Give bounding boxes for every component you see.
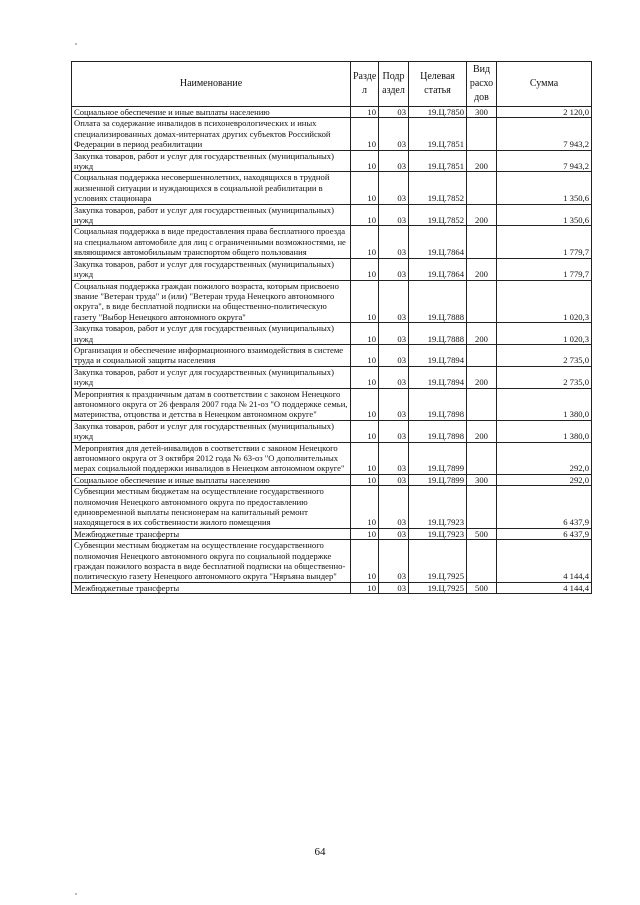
row-target: 19.Ц.7852 bbox=[409, 204, 467, 226]
table-row bbox=[72, 323, 592, 345]
row-sum: 1 779,7 bbox=[497, 226, 592, 258]
table-row bbox=[72, 388, 592, 420]
row-type: 200 bbox=[467, 323, 497, 345]
header-sum: Сумма bbox=[497, 62, 592, 107]
table-row bbox=[72, 420, 592, 442]
row-target: 19.Ц.7864 bbox=[409, 226, 467, 258]
row-target: 19.Ц.7923 bbox=[409, 486, 467, 529]
row-section: 10 bbox=[351, 528, 379, 539]
row-subsection: 03 bbox=[379, 388, 409, 420]
row-sum: 2 735,0 bbox=[497, 344, 592, 366]
row-name: Закупка товаров, работ и услуг для государственных (муниципальных) нужд bbox=[72, 204, 351, 226]
row-name: Межбюджетные трансферты bbox=[72, 582, 351, 593]
row-target: 19.Ц.7925 bbox=[409, 582, 467, 593]
table-row bbox=[72, 442, 592, 474]
row-sum: 7 943,2 bbox=[497, 150, 592, 172]
row-section: 10 bbox=[351, 420, 379, 442]
row-sum: 1 380,0 bbox=[497, 420, 592, 442]
header-target: Целевая статья bbox=[409, 62, 467, 107]
row-type: 200 bbox=[467, 366, 497, 388]
row-sum: 2 120,0 bbox=[497, 107, 592, 118]
row-section: 10 bbox=[351, 226, 379, 258]
table-row bbox=[72, 474, 592, 485]
row-subsection: 03 bbox=[379, 540, 409, 583]
row-section: 10 bbox=[351, 258, 379, 280]
row-name: Субвенции местным бюджетам на осуществление государственного полномочия Ненецкого автономного округа по социальной поддержке граждан пожилого возраста в виде бесплатной подписки на общественно-политическую газету Ненецкого автономного округа "Няръяна вындер" bbox=[72, 540, 351, 583]
row-name: Закупка товаров, работ и услуг для государственных (муниципальных) нужд bbox=[72, 366, 351, 388]
row-sum: 4 144,4 bbox=[497, 582, 592, 593]
row-sum: 1 350,6 bbox=[497, 204, 592, 226]
table-row bbox=[72, 258, 592, 280]
row-subsection: 03 bbox=[379, 204, 409, 226]
row-type bbox=[467, 344, 497, 366]
table-header bbox=[72, 62, 592, 107]
row-subsection: 03 bbox=[379, 474, 409, 485]
margin-mark bbox=[75, 893, 77, 895]
header-subsection: Подр аздел bbox=[379, 62, 409, 107]
row-sum: 292,0 bbox=[497, 442, 592, 474]
row-sum: 2 735,0 bbox=[497, 366, 592, 388]
page-number: 64 bbox=[314, 846, 326, 858]
row-section: 10 bbox=[351, 388, 379, 420]
row-section: 10 bbox=[351, 366, 379, 388]
row-type: 200 bbox=[467, 420, 497, 442]
row-type bbox=[467, 118, 497, 150]
row-section: 10 bbox=[351, 323, 379, 345]
row-name: Закупка товаров, работ и услуг для государственных (муниципальных) нужд bbox=[72, 150, 351, 172]
table-row bbox=[72, 540, 592, 583]
row-sum: 6 437,9 bbox=[497, 528, 592, 539]
row-name: Межбюджетные трансферты bbox=[72, 528, 351, 539]
header-type: Вид расхо дов bbox=[467, 62, 497, 107]
row-type: 300 bbox=[467, 474, 497, 485]
row-sum: 1 350,6 bbox=[497, 172, 592, 204]
header-section: Разде л bbox=[351, 62, 379, 107]
row-target: 19.Ц.7899 bbox=[409, 442, 467, 474]
row-subsection: 03 bbox=[379, 486, 409, 529]
row-target: 19.Ц.7899 bbox=[409, 474, 467, 485]
row-type bbox=[467, 388, 497, 420]
row-type: 500 bbox=[467, 528, 497, 539]
row-subsection: 03 bbox=[379, 528, 409, 539]
row-subsection: 03 bbox=[379, 323, 409, 345]
row-target: 19.Ц.7850 bbox=[409, 107, 467, 118]
row-name: Мероприятия для детей-инвалидов в соответствии с законом Ненецкого автономного округа от 3 октября 2012 года № 63-оз "О дополнительных мерах социальной поддержки инвалидов в Ненецком автономном округе" bbox=[72, 442, 351, 474]
row-type bbox=[467, 486, 497, 529]
table-row bbox=[72, 366, 592, 388]
table-row bbox=[72, 486, 592, 529]
row-target: 19.Ц.7898 bbox=[409, 388, 467, 420]
row-section: 10 bbox=[351, 118, 379, 150]
row-name: Мероприятия к праздничным датам в соответствии с законом Ненецкого автономного округа от 26 февраля 2007 года № 21-оз "О поддержке семьи, материнства, отцовства и детства в Ненецком автономном округе" bbox=[72, 388, 351, 420]
table-row bbox=[72, 582, 592, 593]
row-name: Социальная поддержка несовершеннолетних, находящихся в трудной жизненной ситуации и нуждающихся в социальной реабилитации в условиях стационара bbox=[72, 172, 351, 204]
row-sum: 1 779,7 bbox=[497, 258, 592, 280]
budget-table bbox=[71, 61, 592, 594]
row-sum: 292,0 bbox=[497, 474, 592, 485]
row-section: 10 bbox=[351, 582, 379, 593]
row-subsection: 03 bbox=[379, 150, 409, 172]
row-subsection: 03 bbox=[379, 226, 409, 258]
row-type bbox=[467, 280, 497, 323]
row-section: 10 bbox=[351, 280, 379, 323]
row-name: Закупка товаров, работ и услуг для государственных (муниципальных) нужд bbox=[72, 258, 351, 280]
row-sum: 1 020,3 bbox=[497, 323, 592, 345]
row-name: Социальная поддержка в виде предоставления права бесплатного проезда на специальном автомобиле для лиц с ограниченными возможностями, не являющимся автомобильным транспортом общего пользования bbox=[72, 226, 351, 258]
row-target: 19.Ц.7864 bbox=[409, 258, 467, 280]
row-section: 10 bbox=[351, 107, 379, 118]
row-section: 10 bbox=[351, 540, 379, 583]
row-sum: 7 943,2 bbox=[497, 118, 592, 150]
row-type: 200 bbox=[467, 204, 497, 226]
margin-mark bbox=[75, 43, 77, 45]
table-row bbox=[72, 107, 592, 118]
row-subsection: 03 bbox=[379, 420, 409, 442]
row-subsection: 03 bbox=[379, 366, 409, 388]
table-row bbox=[72, 280, 592, 323]
row-target: 19.Ц.7888 bbox=[409, 280, 467, 323]
row-target: 19.Ц.7852 bbox=[409, 172, 467, 204]
row-type: 200 bbox=[467, 150, 497, 172]
row-subsection: 03 bbox=[379, 258, 409, 280]
header-name: Наименование bbox=[72, 62, 351, 107]
row-subsection: 03 bbox=[379, 280, 409, 323]
row-name: Закупка товаров, работ и услуг для государственных (муниципальных) нужд bbox=[72, 420, 351, 442]
row-type: 200 bbox=[467, 258, 497, 280]
row-sum: 1 020,3 bbox=[497, 280, 592, 323]
table-row bbox=[72, 118, 592, 150]
row-subsection: 03 bbox=[379, 107, 409, 118]
row-name: Социальное обеспечение и иные выплаты населению bbox=[72, 474, 351, 485]
row-sum: 1 380,0 bbox=[497, 388, 592, 420]
row-target: 19.Ц.7851 bbox=[409, 118, 467, 150]
row-subsection: 03 bbox=[379, 344, 409, 366]
row-type bbox=[467, 442, 497, 474]
table-row bbox=[72, 172, 592, 204]
table-row bbox=[72, 344, 592, 366]
row-sum: 6 437,9 bbox=[497, 486, 592, 529]
row-target: 19.Ц.7888 bbox=[409, 323, 467, 345]
row-target: 19.Ц.7851 bbox=[409, 150, 467, 172]
row-section: 10 bbox=[351, 486, 379, 529]
row-target: 19.Ц.7894 bbox=[409, 366, 467, 388]
table-body bbox=[72, 107, 592, 594]
row-type: 300 bbox=[467, 107, 497, 118]
row-type bbox=[467, 226, 497, 258]
row-name: Социальное обеспечение и иные выплаты населению bbox=[72, 107, 351, 118]
row-name: Субвенции местным бюджетам на осуществление государственного полномочия Ненецкого автономного округа по предоставлению единовременной выплаты пенсионерам на капитальный ремонт находящегося в их собственности жилого помещения bbox=[72, 486, 351, 529]
table-row bbox=[72, 528, 592, 539]
table-row bbox=[72, 226, 592, 258]
table-row bbox=[72, 150, 592, 172]
row-section: 10 bbox=[351, 204, 379, 226]
row-target: 19.Ц.7898 bbox=[409, 420, 467, 442]
row-name: Оплата за содержание инвалидов в психоневрологических и иных специализированных домах-интернатах других субъектов Российской Федерации в период реабилитации bbox=[72, 118, 351, 150]
row-type bbox=[467, 540, 497, 583]
row-name: Закупка товаров, работ и услуг для государственных (муниципальных) нужд bbox=[72, 323, 351, 345]
table-row bbox=[72, 204, 592, 226]
row-target: 19.Ц.7925 bbox=[409, 540, 467, 583]
row-target: 19.Ц.7923 bbox=[409, 528, 467, 539]
row-name: Социальная поддержка граждан пожилого возраста, которым присвоено звание "Ветеран труда" и (или) "Ветеран труда Ненецкого автономного округа", в виде бесплатной подписки на общественно-политическую газету "Выбор Ненецкого автономного округа" bbox=[72, 280, 351, 323]
row-section: 10 bbox=[351, 474, 379, 485]
row-subsection: 03 bbox=[379, 582, 409, 593]
row-target: 19.Ц.7894 bbox=[409, 344, 467, 366]
row-section: 10 bbox=[351, 442, 379, 474]
row-section: 10 bbox=[351, 344, 379, 366]
row-section: 10 bbox=[351, 172, 379, 204]
row-section: 10 bbox=[351, 150, 379, 172]
row-subsection: 03 bbox=[379, 118, 409, 150]
row-name: Организация и обеспечение информационного взаимодействия в системе труда и социальной защиты населения bbox=[72, 344, 351, 366]
row-type: 500 bbox=[467, 582, 497, 593]
row-subsection: 03 bbox=[379, 442, 409, 474]
row-sum: 4 144,4 bbox=[497, 540, 592, 583]
row-subsection: 03 bbox=[379, 172, 409, 204]
row-type bbox=[467, 172, 497, 204]
